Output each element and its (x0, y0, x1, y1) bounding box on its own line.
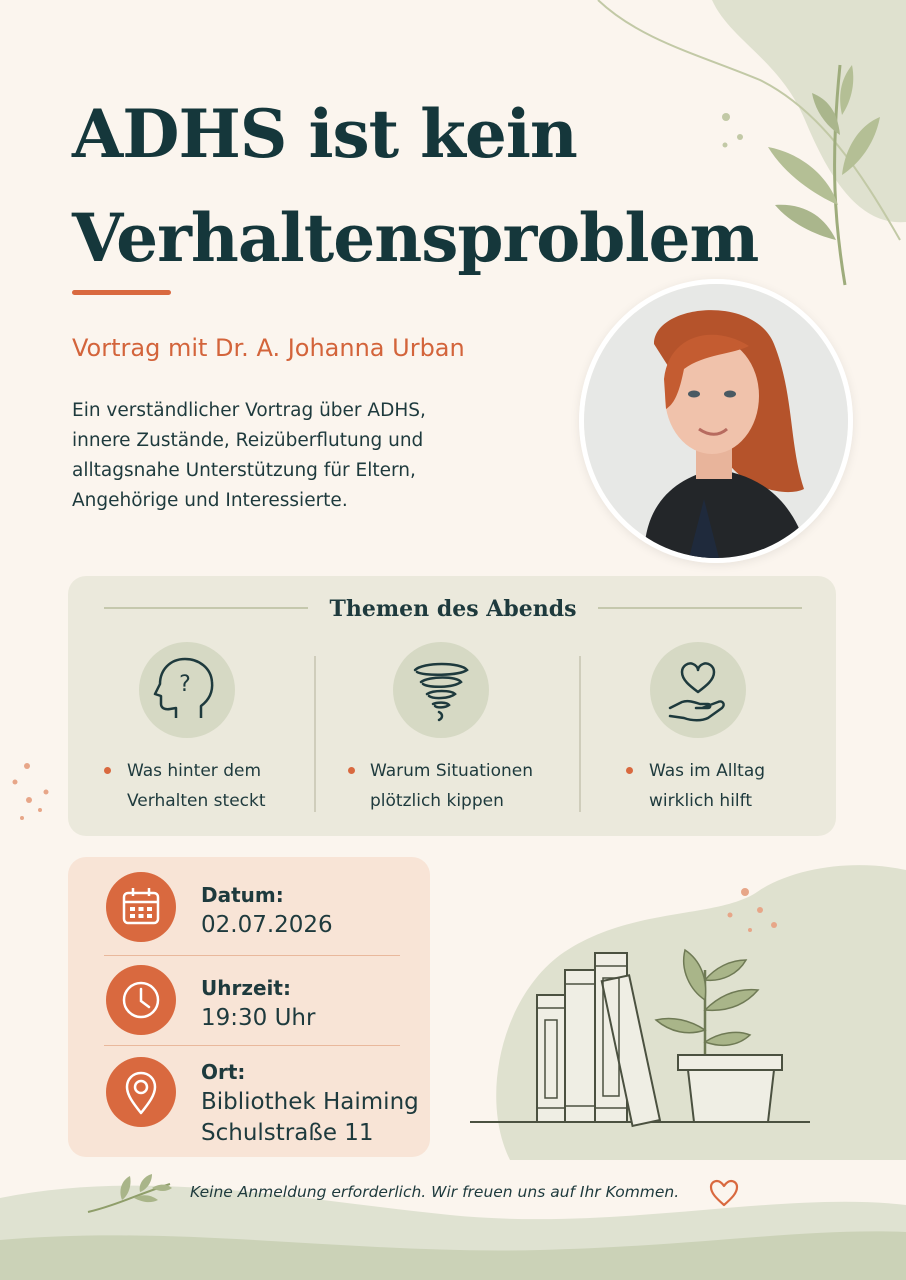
topic-line: Warum Situationen (370, 761, 534, 781)
intro-line: alltagsnahe Unterstützung für Eltern, (72, 460, 416, 481)
details-divider (104, 1045, 400, 1046)
time-value: 19:30 Uhr (201, 1005, 316, 1031)
intro-line: Angehörige und Interessierte. (72, 490, 348, 511)
time-label: Uhrzeit: (201, 976, 291, 1000)
hand-heart-icon (650, 642, 746, 738)
title-line-2: Verhaltensproblem (72, 199, 759, 277)
clock-icon (106, 965, 176, 1035)
intro-line: Ein verständlicher Vortrag über ADHS, (72, 400, 426, 421)
topic-line: plötzlich kippen (370, 791, 504, 811)
topic-text-1 (127, 756, 266, 816)
date-value: 02.07.2026 (201, 912, 333, 938)
topic-bullet (348, 767, 355, 774)
svg-text:?: ? (179, 672, 191, 697)
location-pin-icon (106, 1057, 176, 1127)
footer-note: Keine Anmeldung erforderlich. Wir freuen uns auf Ihr Kommen. (190, 1183, 680, 1201)
intro-text (72, 396, 522, 516)
place-line: Schulstraße 11 (201, 1120, 374, 1146)
date-label: Datum: (201, 883, 284, 907)
topics-heading: Themen des Abends (329, 596, 577, 622)
topic-divider (314, 656, 316, 812)
small-leaf-branch-icon (84, 1172, 176, 1216)
page-title (72, 82, 792, 290)
topic-text-2 (370, 756, 533, 816)
head-question-icon (139, 642, 235, 738)
topic-bullet (626, 767, 633, 774)
topic-text-3 (649, 756, 765, 816)
topic-bullet (104, 767, 111, 774)
topic-divider (579, 656, 581, 812)
place-line: Bibliothek Haiming (201, 1089, 419, 1115)
topic-line: wirklich hilft (649, 791, 753, 811)
intro-line: innere Zustände, Reizüberflutung und (72, 430, 424, 451)
place-value (201, 1087, 419, 1149)
speaker-subtitle: Vortrag mit Dr. A. Johanna Urban (72, 334, 465, 362)
speaker-portrait (579, 279, 853, 563)
topic-line: Was hinter dem (127, 761, 261, 781)
topic-line: Was im Alltag (649, 761, 766, 781)
heart-icon (708, 1178, 740, 1208)
calendar-icon (106, 872, 176, 942)
details-divider (104, 955, 400, 956)
topic-line: Verhalten steckt (127, 791, 266, 811)
title-accent-bar (72, 290, 171, 295)
portrait-illustration (584, 284, 848, 558)
place-label: Ort: (201, 1060, 246, 1084)
books-plant-illustration (440, 860, 906, 1160)
spiral-icon (393, 642, 489, 738)
title-line-1: ADHS ist kein (72, 95, 577, 173)
